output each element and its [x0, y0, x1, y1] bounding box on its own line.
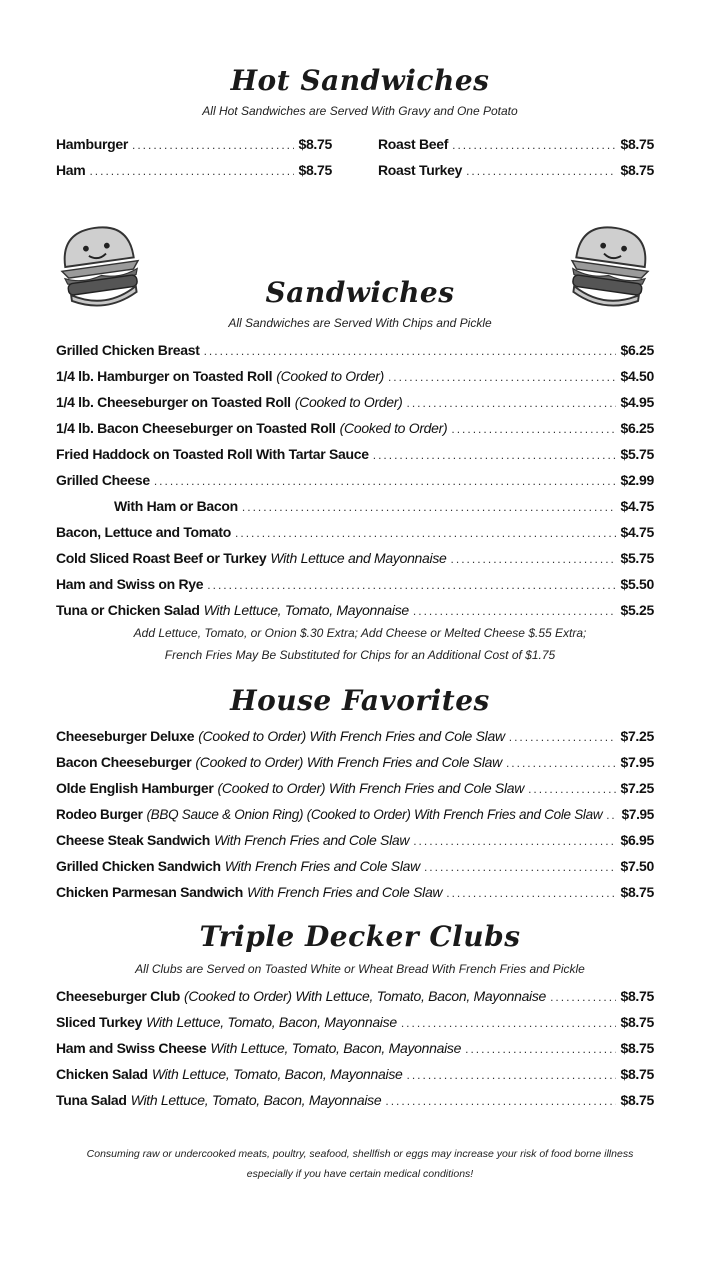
menu-item-price: $7.25	[620, 728, 654, 744]
menu-item-price: $8.75	[620, 1066, 654, 1082]
menu-item-description: With French Fries and Cole Slaw	[224, 858, 420, 874]
menu-item-row	[56, 366, 654, 386]
menu-item-row	[56, 986, 654, 1006]
menu-item-price: $5.75	[620, 446, 654, 462]
menu-item-name: Cheeseburger Deluxe	[56, 728, 195, 744]
menu-item-row	[56, 1038, 654, 1058]
menu-item-description: (Cooked to Order) With French Fries and Cole Slaw	[217, 780, 525, 796]
menu-item-description: (BBQ Sauce & Onion Ring) (Cooked to Order) With French Fries and Cole Slaw	[146, 806, 603, 822]
menu-item-row	[56, 444, 654, 464]
menu-item-price: $7.95	[621, 806, 654, 822]
leader-dots	[413, 831, 616, 850]
menu-item-row	[56, 548, 654, 568]
menu-item-row	[56, 600, 654, 620]
leader-dots	[388, 367, 617, 386]
footer-line-2: especially if you have certain medical conditions!	[246, 1168, 474, 1180]
footer-line-1: Consuming raw or undercooked meats, poultry, seafood, shellfish or eggs may increase your risk of food borne illness	[86, 1148, 634, 1160]
menu-item-row	[56, 1064, 654, 1084]
menu-item-row	[56, 804, 654, 824]
leader-dots	[451, 419, 616, 438]
menu-item-name: Ham and Swiss Cheese	[56, 1040, 207, 1056]
menu-item-price: $4.95	[620, 394, 654, 410]
menu-item-description: With Lettuce, Tomato, Bacon, Mayonnaise	[130, 1092, 382, 1108]
menu-item-name: Rodeo Burger	[56, 806, 143, 822]
menu-item-row	[56, 726, 654, 746]
menu-item-price: $5.25	[620, 602, 654, 618]
menu-item-price: $6.95	[620, 832, 654, 848]
menu-item-name: Tuna or Chicken Salad	[56, 602, 200, 618]
leader-dots	[385, 1091, 616, 1110]
menu-item-row	[56, 574, 654, 594]
sandwiches-note-1: Add Lettuce, Tomato, or Onion $.30 Extra; Add Cheese or Melted Cheese $.55 Extra;	[133, 626, 587, 640]
menu-item-price: $4.75	[620, 524, 654, 540]
leader-dots	[132, 135, 294, 154]
menu-item-name: Cheese Steak Sandwich	[56, 832, 210, 848]
hot-sandwiches-title: Hot Sandwiches	[230, 64, 490, 97]
menu-item-price: $8.75	[620, 162, 654, 178]
menu-item-description: (Cooked to Order) With French Fries and Cole Slaw	[198, 728, 505, 744]
leader-dots	[446, 883, 616, 902]
menu-item-price: $6.25	[620, 342, 654, 358]
menu-item-name: Ham and Swiss on Rye	[56, 576, 204, 592]
menu-item-name: Olde English Hamburger	[56, 780, 214, 796]
clubs-subtitle: All Clubs are Served on Toasted White or Wheat Bread With French Fries and Pickle	[135, 962, 585, 976]
menu-item-row	[56, 418, 654, 438]
menu-item-price: $8.75	[620, 884, 654, 900]
menu-item-description: (Cooked to Order)	[339, 420, 448, 436]
menu-item-description: With Lettuce, Tomato, Bacon, Mayonnaise	[146, 1014, 397, 1030]
menu-item-description: (Cooked to Order) With Lettuce, Tomato, Bacon, Mayonnaise	[184, 988, 547, 1004]
menu-item-price: $8.75	[298, 136, 332, 152]
leader-dots	[407, 393, 617, 412]
sandwiches-subtitle: All Sandwiches are Served With Chips and Pickle	[228, 316, 492, 330]
menu-item-name: Grilled Chicken Breast	[56, 342, 200, 358]
menu-item-name: Sliced Turkey	[56, 1014, 143, 1030]
menu-item-row	[56, 778, 654, 798]
leader-dots	[550, 987, 616, 1006]
leader-dots	[207, 575, 616, 594]
leader-dots	[424, 857, 617, 876]
leader-dots	[465, 1039, 616, 1058]
menu-item-description: With French Fries and Cole Slaw	[247, 884, 443, 900]
menu-item-price: $5.75	[620, 550, 654, 566]
menu-item-name: Hamburger	[56, 136, 128, 152]
menu-item-description: With French Fries and Cole Slaw	[214, 832, 410, 848]
menu-item-name: Bacon, Lettuce and Tomato	[56, 524, 232, 540]
menu-item-name: Cold Sliced Roast Beef or Turkey	[56, 550, 267, 566]
menu-item-name: Roast Beef	[378, 136, 449, 152]
menu-item-name: Grilled Cheese	[56, 472, 150, 488]
leader-dots	[89, 161, 294, 180]
menu-item-row	[56, 392, 654, 412]
menu-item-row	[56, 1012, 654, 1032]
menu-item-price: $8.75	[620, 1092, 654, 1108]
menu-item-row	[56, 160, 332, 180]
menu-item-name: Fried Haddock on Toasted Roll With Tartar Sauce	[56, 446, 369, 462]
menu-item-row	[56, 882, 654, 902]
menu-item-price: $8.75	[298, 162, 332, 178]
menu-item-row	[56, 340, 654, 360]
menu-item-price: $6.25	[620, 420, 654, 436]
menu-item-row	[56, 856, 654, 876]
leader-dots	[401, 1013, 617, 1032]
menu-item-price: $8.75	[620, 1014, 654, 1030]
menu-item-name: 1/4 lb. Hamburger on Toasted Roll	[56, 368, 273, 384]
menu-item-description: With Lettuce, Tomato, Bacon, Mayonnaise	[210, 1040, 462, 1056]
menu-item-price: $8.75	[620, 988, 654, 1004]
menu-item-row	[56, 470, 654, 490]
menu-item-price: $7.25	[620, 780, 654, 796]
menu-item-name: Bacon Cheeseburger	[56, 754, 192, 770]
leader-dots	[242, 497, 617, 516]
leader-dots	[606, 805, 618, 824]
menu-item-name: Cheeseburger Club	[56, 988, 181, 1004]
leader-dots	[451, 549, 617, 568]
clubs-title: Triple Decker Clubs	[199, 920, 521, 953]
menu-item-row	[56, 752, 654, 772]
house-favorites-title: House Favorites	[230, 684, 490, 717]
menu-item-name: With Ham or Bacon	[114, 498, 238, 514]
menu-item-row	[56, 1090, 654, 1110]
menu-item-row	[56, 830, 654, 850]
leader-dots	[204, 341, 617, 360]
menu-item-description: (Cooked to Order) With French Fries and Cole Slaw	[195, 754, 502, 770]
sandwiches-note-2: French Fries May Be Substituted for Chips for an Additional Cost of $1.75	[164, 648, 556, 662]
menu-item-price: $4.75	[620, 498, 654, 514]
menu-item-price: $5.50	[620, 576, 654, 592]
leader-dots	[235, 523, 616, 542]
menu-item-name: 1/4 lb. Cheeseburger on Toasted Roll	[56, 394, 291, 410]
hot-sandwiches-subtitle: All Hot Sandwiches are Served With Gravy and One Potato	[202, 104, 518, 118]
menu-item-description: With Lettuce and Mayonnaise	[270, 550, 447, 566]
menu-item-row	[56, 496, 654, 516]
menu-item-description: With Lettuce, Tomato, Bacon, Mayonnaise	[151, 1066, 403, 1082]
leader-dots	[373, 445, 617, 464]
leader-dots	[154, 471, 617, 490]
menu-item-price: $2.99	[620, 472, 654, 488]
menu-item-name: Roast Turkey	[378, 162, 463, 178]
menu-item-name: Grilled Chicken Sandwich	[56, 858, 221, 874]
menu-item-name: 1/4 lb. Bacon Cheeseburger on Toasted Roll	[56, 420, 336, 436]
menu-item-price: $7.50	[620, 858, 654, 874]
menu-item-row	[378, 160, 654, 180]
menu-item-description: (Cooked to Order)	[276, 368, 384, 384]
menu-item-price: $7.95	[620, 754, 654, 770]
menu-item-description: (Cooked to Order)	[294, 394, 403, 410]
menu-item-name: Chicken Salad	[56, 1066, 148, 1082]
menu-item-name: Chicken Parmesan Sandwich	[56, 884, 244, 900]
sandwiches-title: Sandwiches	[265, 276, 455, 309]
leader-dots	[506, 753, 617, 772]
menu-item-name: Tuna Salad	[56, 1092, 127, 1108]
leader-dots	[528, 779, 616, 798]
menu-item-name: Ham	[56, 162, 86, 178]
leader-dots	[452, 135, 616, 154]
menu-item-price: $8.75	[620, 1040, 654, 1056]
leader-dots	[413, 601, 617, 620]
leader-dots	[466, 161, 616, 180]
menu-item-row	[56, 522, 654, 542]
leader-dots	[509, 727, 617, 746]
menu-item-row	[378, 134, 654, 154]
menu-item-price: $4.50	[620, 368, 654, 384]
leader-dots	[407, 1065, 617, 1084]
menu-item-description: With Lettuce, Tomato, Mayonnaise	[203, 602, 409, 618]
menu-item-row	[56, 134, 332, 154]
menu-item-price: $8.75	[620, 136, 654, 152]
